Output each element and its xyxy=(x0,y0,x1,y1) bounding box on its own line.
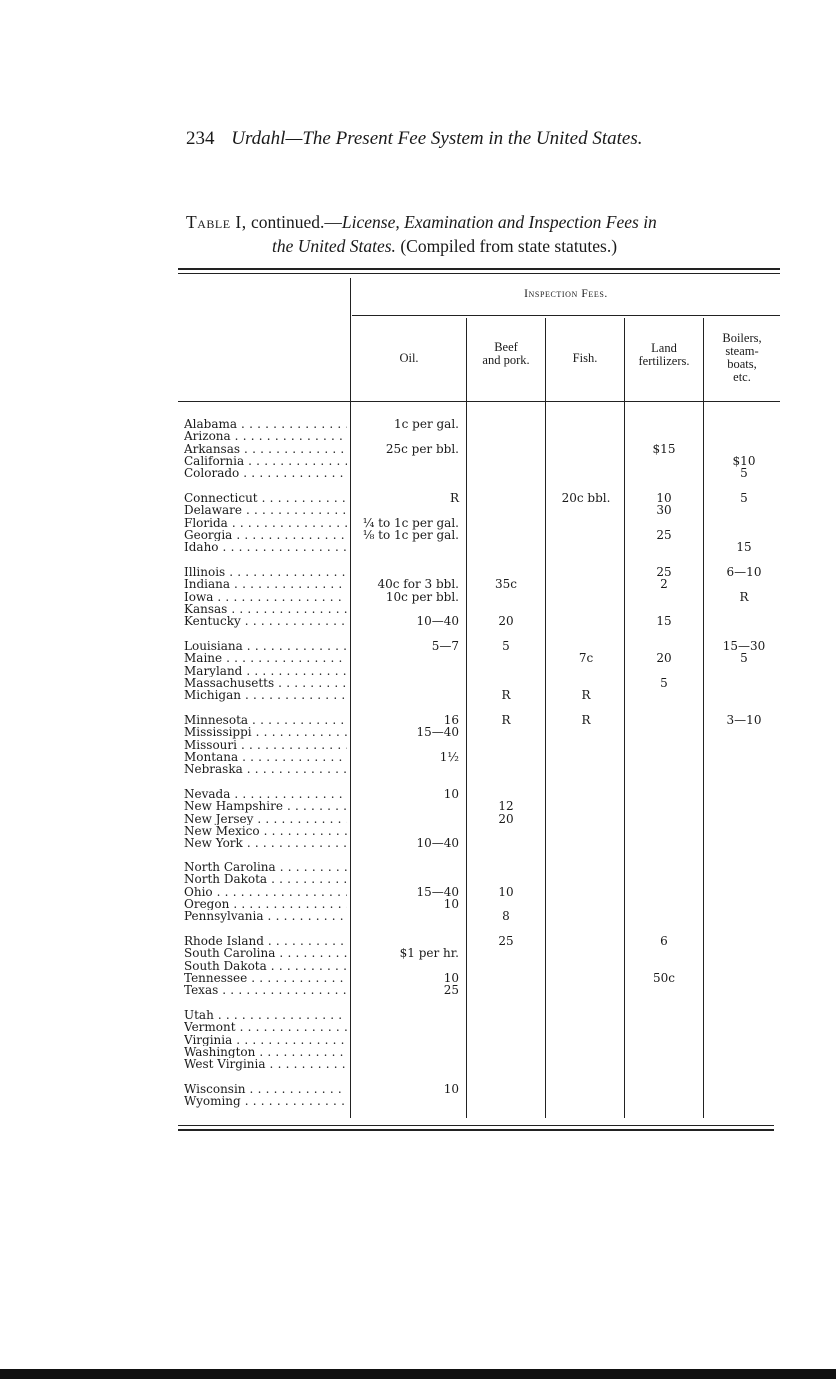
table-row xyxy=(180,615,780,628)
running-header xyxy=(186,128,746,150)
inspection-fees-heading: Inspection Fees. xyxy=(524,288,608,300)
cell-oil: 10—40 xyxy=(416,836,459,851)
cell-land: 6 xyxy=(660,934,668,948)
cell-beef: 12 xyxy=(498,799,514,814)
column-header-fish: Fish. xyxy=(572,351,598,365)
cell-land: 5 xyxy=(660,675,668,690)
cell-oil: 10c per bbl. xyxy=(385,589,459,604)
page-number: 234 xyxy=(186,128,215,149)
cell-oil: 1½ xyxy=(439,749,459,764)
state-name: Colorado . . . xyxy=(184,467,347,480)
table-row xyxy=(180,984,780,997)
cell-land: 2 xyxy=(660,577,668,592)
caption-title-part-2: the United States. xyxy=(272,236,396,256)
state-name: Michigan . . . xyxy=(184,689,347,702)
state-name: Florida . . . xyxy=(184,517,347,530)
table-row xyxy=(180,960,780,973)
state-name: Wyoming . . . xyxy=(184,1095,347,1108)
cell-oil: $1 per hr. xyxy=(399,946,459,961)
table-row xyxy=(180,972,780,985)
state-name: Wisconsin . . . xyxy=(184,1083,347,1096)
table-row xyxy=(180,578,780,591)
cell-beef: 20 xyxy=(498,614,514,629)
cell-beef: 5 xyxy=(502,639,510,653)
cell-land: 20 xyxy=(656,651,672,666)
table-row xyxy=(180,947,780,960)
cell-boilers: 15—30 xyxy=(722,639,766,653)
table-row xyxy=(180,935,780,948)
column-header-boilers-line2: steam- xyxy=(725,344,759,358)
table-row xyxy=(180,677,780,690)
table-row xyxy=(180,751,780,764)
cell-boilers: 3—10 xyxy=(726,713,762,727)
table-row xyxy=(180,504,780,517)
table-row xyxy=(180,566,780,579)
column-header-land xyxy=(625,342,703,368)
column-header-boilers-line1: Boilers, xyxy=(722,331,762,345)
cell-fish: 7c xyxy=(578,651,594,666)
cell-beef: 35c xyxy=(495,577,517,592)
column-header-beef xyxy=(467,341,545,367)
table-row xyxy=(180,689,780,702)
caption-title-part-1: License, Examination and Inspection Fees in xyxy=(341,212,657,232)
table-row xyxy=(180,652,780,665)
state-name: Pennsylvania . . . xyxy=(184,910,347,923)
column-header-land-line2: fertilizers. xyxy=(638,354,690,368)
cell-oil: ⅛ to 1c per gal. xyxy=(362,527,459,542)
state-name: New Mexico . . . xyxy=(184,825,347,838)
cell-land: 15 xyxy=(656,614,672,629)
state-name: Maine . . . xyxy=(184,652,347,665)
cell-land: 50c xyxy=(653,970,675,985)
cell-beef: R xyxy=(501,713,511,727)
state-name: Utah . . . xyxy=(184,1009,347,1022)
cell-land: 25 xyxy=(656,565,672,579)
cell-oil: 40c for 3 bbl. xyxy=(377,577,459,592)
state-name: Kansas . . . xyxy=(184,603,347,616)
state-name: Delaware . . . xyxy=(184,504,347,517)
state-name: Tennessee . . . xyxy=(184,972,347,985)
state-name: Minnesota . . . xyxy=(184,714,347,727)
table-top-rule-thin xyxy=(178,273,780,274)
cell-oil: 10 xyxy=(443,970,459,985)
table-row xyxy=(180,813,780,826)
table-row xyxy=(180,1021,780,1034)
state-name: Nevada . . . xyxy=(184,788,347,801)
column-header-boilers-line4: etc. xyxy=(733,370,751,384)
table-row xyxy=(180,1034,780,1047)
table-row xyxy=(180,837,780,850)
column-header-beef-line2: and pork. xyxy=(482,353,530,367)
state-name: Iowa . . . xyxy=(184,591,347,604)
cell-oil: 1c per gal. xyxy=(394,417,459,431)
table-row xyxy=(180,640,780,653)
cell-land: $15 xyxy=(652,441,676,456)
table-row xyxy=(180,825,780,838)
state-name: Rhode Island . . . xyxy=(184,935,347,948)
table-bottom-rule xyxy=(178,1125,774,1126)
table-row xyxy=(180,1046,780,1059)
state-name: Montana . . . xyxy=(184,751,347,764)
state-name: Arkansas . . . xyxy=(184,443,347,456)
cell-oil: 15—40 xyxy=(416,884,459,899)
column-header-oil: Oil. xyxy=(399,351,419,365)
state-name: Idaho . . . xyxy=(184,541,347,554)
cell-fish: R xyxy=(581,713,591,727)
cell-beef: R xyxy=(501,688,511,703)
cell-boilers: 5 xyxy=(740,651,748,666)
table-row xyxy=(180,800,780,813)
table-row xyxy=(180,603,780,616)
state-name: Missouri . . . xyxy=(184,739,347,752)
state-name: Georgia . . . xyxy=(184,529,347,542)
state-name: Indiana . . . xyxy=(184,578,347,591)
group-heading-rule xyxy=(352,315,780,316)
cell-beef: 8 xyxy=(502,909,510,924)
cell-oil: 10 xyxy=(443,1082,459,1096)
state-name: Vermont . . . xyxy=(184,1021,347,1034)
cell-oil: R xyxy=(449,491,459,505)
cell-land: 10 xyxy=(656,491,672,505)
state-name: Connecticut . . . xyxy=(184,492,347,505)
table-row xyxy=(180,492,780,505)
table-row xyxy=(180,763,780,776)
state-name: Massachusetts . . . xyxy=(184,677,347,690)
table-row xyxy=(180,430,780,443)
cell-beef: 10 xyxy=(498,884,514,899)
table-row xyxy=(180,455,780,468)
cell-beef: 20 xyxy=(498,811,514,826)
column-header-beef-line1: Beef xyxy=(494,340,518,354)
table-row xyxy=(180,910,780,923)
state-name: North Dakota . . . xyxy=(184,873,347,886)
table-row xyxy=(180,665,780,678)
state-name: Alabama . . . xyxy=(184,418,347,431)
table-label: Table I, xyxy=(186,212,247,232)
state-name: Arizona . . . xyxy=(184,430,347,443)
cell-fish: 20c bbl. xyxy=(561,491,611,505)
column-header-boilers-line3: boats, xyxy=(727,357,757,371)
cell-boilers: 5 xyxy=(740,466,748,481)
state-name: South Dakota . . . xyxy=(184,960,347,973)
table-row xyxy=(180,739,780,752)
table-row xyxy=(180,886,780,899)
table-row xyxy=(180,591,780,604)
state-name: North Carolina . . . xyxy=(184,861,347,874)
caption-note: (Compiled from state statutes.) xyxy=(400,236,618,256)
cell-boilers: 15 xyxy=(736,540,752,555)
table-top-rule xyxy=(178,268,780,270)
table-row xyxy=(180,788,780,801)
state-name: Illinois . . . xyxy=(184,566,347,579)
table-row xyxy=(180,1058,780,1071)
cell-land: 25 xyxy=(656,527,672,542)
table-row xyxy=(180,714,780,727)
table-row xyxy=(180,726,780,739)
state-name: Kentucky . . . xyxy=(184,615,347,628)
cell-oil: 15—40 xyxy=(416,725,459,740)
table-row xyxy=(180,1083,780,1096)
cell-beef: 25 xyxy=(498,934,514,948)
cell-oil: 25 xyxy=(443,983,459,998)
table-row xyxy=(180,517,780,530)
cell-boilers: 6—10 xyxy=(726,565,762,579)
cell-boilers: R xyxy=(739,589,749,604)
state-name: Maryland . . . xyxy=(184,665,347,678)
state-name: Nebraska . . . xyxy=(184,763,347,776)
header-bottom-rule xyxy=(178,401,780,402)
cell-oil: 5—7 xyxy=(431,639,459,653)
table-row xyxy=(180,1095,780,1108)
table-row xyxy=(180,529,780,542)
table-row xyxy=(180,418,780,431)
state-name: New Hampshire . . . xyxy=(184,800,347,813)
state-name: West Virginia . . . xyxy=(184,1058,347,1071)
cell-oil: 10—40 xyxy=(416,614,459,629)
table-bottom-rule-thick xyxy=(178,1129,774,1131)
column-header-boilers xyxy=(704,332,780,384)
cell-boilers: $10 xyxy=(732,453,756,468)
state-name: New Jersey . . . xyxy=(184,813,347,826)
cell-oil: 10 xyxy=(443,787,459,801)
cell-boilers: 5 xyxy=(740,491,748,505)
cell-land: 30 xyxy=(656,503,672,518)
table-row xyxy=(180,898,780,911)
state-name: Virginia . . . xyxy=(184,1034,347,1047)
table-row xyxy=(180,861,780,874)
cell-oil: 16 xyxy=(443,713,459,727)
table-row xyxy=(180,873,780,886)
state-name: Louisiana . . . xyxy=(184,640,347,653)
cell-oil: 25c per bbl. xyxy=(385,441,459,456)
state-name: Oregon . . . xyxy=(184,898,347,911)
table-row xyxy=(180,541,780,554)
state-name: New York . . . xyxy=(184,837,347,850)
cell-fish: R xyxy=(581,688,591,703)
table-row xyxy=(180,443,780,456)
scan-bottom-edge xyxy=(0,1369,836,1379)
state-name: South Carolina . . . xyxy=(184,947,347,960)
cell-oil: 10 xyxy=(443,896,459,911)
cell-oil: ¼ to 1c per gal. xyxy=(362,515,459,530)
table-row xyxy=(180,1009,780,1022)
state-name: Mississippi . . . xyxy=(184,726,347,739)
running-title: Urdahl—The Present Fee System in the United States. xyxy=(231,128,643,149)
caption-continued: continued.— xyxy=(250,212,342,232)
table-row xyxy=(180,467,780,480)
state-name: Washington . . . xyxy=(184,1046,347,1059)
column-header-land-line1: Land xyxy=(651,341,677,355)
table-caption xyxy=(186,210,786,258)
state-name: Ohio . . . xyxy=(184,886,347,899)
state-name: Texas . . . xyxy=(184,984,347,997)
state-name: California . . . xyxy=(184,455,347,468)
